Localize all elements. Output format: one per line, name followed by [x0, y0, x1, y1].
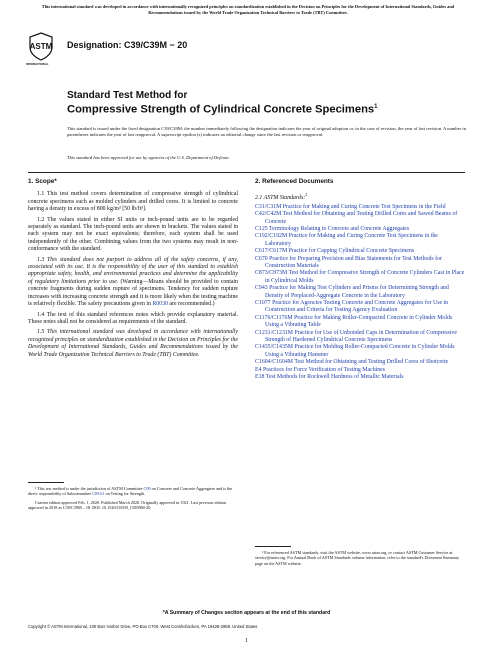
reference-item	[255, 233, 465, 248]
reference-title: Practice for Agencies Testing Concrete and Concrete Aggregates for Use in Construction and Criteria for Testing Agency Evaluation	[265, 300, 449, 314]
reference-code-link[interactable]: C943	[255, 285, 268, 292]
reference-title: Test Method for Compressive Strength of Concrete Cylinders Cast in Place in Cylindrical Molds	[265, 270, 465, 284]
committee-c09-link[interactable]: C09	[143, 486, 151, 491]
footnote-divider	[255, 546, 291, 547]
footnote-1-edition: Current edition approved Feb. 1, 2020. Published March 2020. Originally approved in 1921. Last previous edition approved in 2018 as C39/C39M – 18. DOI: 10.1520/C0039_C0039M-20.	[28, 499, 227, 510]
reference-title: Practice for Molding Roller-Compacted Concrete in Cylinder Molds Using a Vibrating Hammer	[265, 344, 455, 358]
referenced-documents-section	[255, 178, 465, 382]
scope-1-1: 1.1 This test method covers determination of compressive strength of cylindrical concrete specimens such as molded cylinders and drilled cores. It is limited to concrete having a density in excess of 800 kg/m³ [50 lb/ft³].	[28, 191, 238, 213]
fn1-a: ¹ This test method is under the jurisdiction of ASTM Committee	[35, 486, 144, 491]
page-number: 1	[245, 638, 248, 644]
scope-1-5: 1.5 This international standard was developed in accordance with internationally recognized principles on standardization established in the Decision on Principles for the Development of International Standards, Guides and Recommendations issued by the World Trade Organization Technical Barriers to Trade (TBT) Committee.	[28, 329, 238, 358]
scope-1-3-italic: 1.3 This standard does not purport to address all of the safety concerns, if any, associated with its use. It is the responsibility of the user of this standard to establish appropriate safety, health, and environmental practices and determine the applicability of regulatory limitations prior to use.	[28, 256, 238, 285]
footnote-2	[255, 546, 465, 566]
reference-item	[255, 315, 465, 330]
scope-heading: 1. Scope*	[28, 178, 57, 185]
reference-code-link[interactable]: C1231/C1231M	[255, 329, 293, 336]
designation: Designation: C39/C39M − 20	[67, 40, 188, 50]
reference-code-link[interactable]: C670	[255, 255, 268, 262]
reference-title: Test Methods for Rockwell Hardness of Metallic Materials	[265, 374, 404, 381]
reference-item	[255, 374, 465, 381]
reference-item	[255, 344, 465, 359]
reference-code-link[interactable]: E4	[255, 366, 262, 373]
reference-code-link[interactable]: C873/C873M	[255, 270, 288, 277]
reference-code-link[interactable]: C1435/C1435M	[255, 344, 293, 351]
summary-of-changes-note: *A Summary of Changes section appears at the end of this standard	[162, 610, 331, 616]
reference-code-link[interactable]: C617/C617M	[255, 248, 288, 255]
reference-item	[255, 211, 465, 226]
reference-item	[255, 330, 465, 345]
reference-item	[255, 285, 465, 300]
reference-item	[255, 248, 465, 255]
reference-title: Practice for Use of Unbonded Caps in Determination of Compressive Strength of Hardened Cylindrical Concrete Specimens	[265, 329, 457, 344]
reference-title: Test Method for Obtaining and Testing Drilled Cores of Shotcrete	[294, 359, 449, 366]
scope-1-2: 1.2 The values stated in either SI units or inch-pound units are to be regarded separately as standard. The inch-pound units are shown in brackets. The values stated in each system may not be exact equivalents; therefore, each system shall be used independently of the other. Combining values from the two systems may result in non-conformance with the standard.	[28, 216, 238, 253]
reference-code-link[interactable]: C125	[255, 225, 268, 232]
reference-title: Practice for Making and Curing Concrete Test Specimens in the Field	[282, 203, 446, 210]
copyright: Copyright © ASTM International, 100 Barr Harbor Drive, PO Box C700, West Conshohocken, PA 19428-2959. United States	[28, 624, 258, 629]
scope-1-3-end: are recommended.)	[167, 301, 215, 308]
reference-code-link[interactable]: C31/C31M	[255, 203, 282, 210]
footnote-1	[28, 482, 238, 510]
reference-code-link[interactable]: C1077	[255, 300, 271, 307]
reference-title: Practice for Preparing Precision and Bias Statements for Test Methods for Construction Materials	[265, 255, 442, 269]
fn1-c: on Testing for Strength.	[104, 491, 146, 497]
reference-list	[255, 204, 465, 382]
issued-note: This standard is issued under the fixed designation C39/C39M; the number immediately following the designation indicates the year of original adoption or, in the case of revision, the year of last revision. A number in parentheses indicates the year of last reapproval. A superscript epsilon (ε) indicates an editorial change since the last revision or reapproval.	[67, 126, 467, 137]
scope-1-4: 1.4 The text of this standard references notes which provide explanatory material. These notes shall not be considered as requirements of the standard.	[28, 311, 238, 325]
header-divider	[28, 172, 465, 173]
astm-logo	[26, 32, 54, 66]
reference-item	[255, 359, 465, 366]
reference-title: Practice for Making Test Cylinders and Prisms for Determining Strength and Density of Preplaced-Aggregate Concrete in the Laboratory	[265, 285, 449, 299]
scope-1-3-warning: (Warning—Means should be provided to contain concrete fragments during sudden rupture of specimens. Tendency for sudden rupture increases with increasing concrete strength and it is more likely when the testing machine is relatively flexible. The safety precautions given in	[28, 278, 238, 308]
title-footnote-mark: 1	[374, 103, 378, 110]
astm-logo-icon	[28, 32, 54, 62]
dod-approval-note: This standard has been approved for use by agencies of the U.S. Department of Defense.	[67, 155, 230, 160]
top-notice: This international standard was developed in accordance with internationally recognized principles on standardization established in the Decision on Principles for the Development of International Standards, Guides and Recommendations issued by the World Trade Organization Technical Barriers to Trade (TBT) Committee.	[41, 4, 455, 15]
reference-code-link[interactable]: C42/C42M	[255, 211, 282, 218]
footnote-divider	[28, 482, 64, 483]
reference-title: Practice for Making Roller-Compacted Concrete in Cylinder Molds Using a Vibrating Table	[265, 314, 453, 329]
logo-caption: INTERNATIONAL	[26, 62, 49, 66]
reference-title: Practice for Capping Cylindrical Concrete Specimens	[288, 248, 415, 255]
astm-standards-intro	[255, 191, 465, 202]
intro-footnote-mark: 2	[305, 192, 308, 198]
reference-title: Test Method for Obtaining and Testing Drilled Cores and Sawed Beams of Concrete	[265, 211, 458, 225]
subcommittee-c09-61-link[interactable]: C09.61	[92, 491, 105, 497]
references-heading: 2. Referenced Documents	[255, 178, 334, 185]
reference-code-link[interactable]: C192/C192M	[255, 233, 288, 240]
title-main: Compressive Strength of Cylindrical Concrete Specimens	[67, 103, 375, 116]
reference-item	[255, 270, 465, 285]
title-line-1: Standard Test Method for	[67, 90, 188, 101]
reference-title: Practice for Making and Curing Concrete Test Specimens in the Laboratory	[265, 233, 438, 247]
scope-section	[28, 178, 238, 362]
fn1-b: on Concrete and Concrete Aggregates and is the direct responsibility of Subcommittee	[28, 486, 233, 497]
footnote-1-jurisdiction	[28, 486, 238, 497]
standard-title	[67, 90, 377, 116]
footnote-2-text: ² For referenced ASTM standards, visit the ASTM website, www.astm.org, or contact ASTM Customer Service at service@astm.org. For Annual Book of ASTM Standards volume information, refer to the standard's Document Summary page on the ASTM website.	[255, 550, 460, 566]
reference-code-link[interactable]: C1604/C1604M	[255, 359, 293, 366]
r0030-link[interactable]: R0030	[152, 301, 168, 308]
title-line-2	[67, 102, 377, 116]
scope-1-3	[28, 257, 238, 309]
reference-title: Terminology Relating to Concrete and Concrete Aggregates	[269, 225, 410, 232]
reference-item	[255, 367, 465, 374]
reference-item	[255, 300, 465, 315]
reference-code-link[interactable]: C1176/C1176M	[255, 314, 293, 321]
astm-standards-label: 2.1 ASTM Standards:	[255, 195, 306, 202]
reference-title: Practices for Force Verification of Testing Machines	[262, 366, 386, 373]
reference-item	[255, 256, 465, 271]
reference-code-link[interactable]: E18	[255, 374, 265, 381]
svg-text:ASTM: ASTM	[29, 42, 53, 51]
